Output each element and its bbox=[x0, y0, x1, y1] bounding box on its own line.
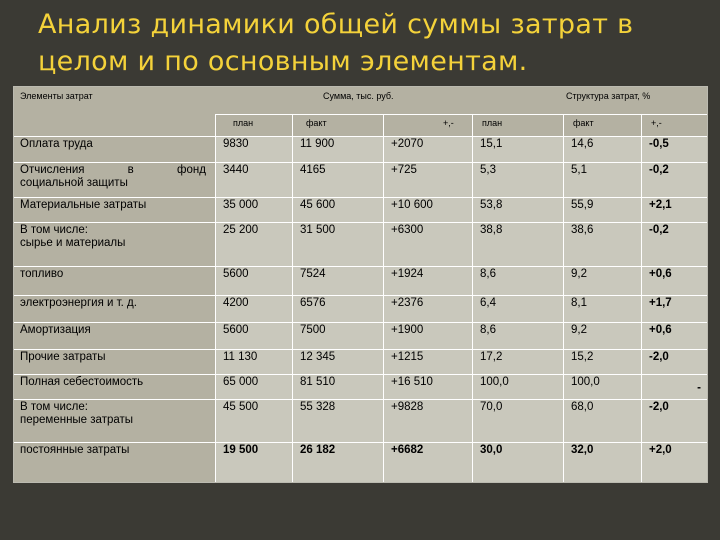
row-label bbox=[16, 266, 215, 295]
row-label-line1: Материальные затраты bbox=[20, 199, 147, 211]
row-label-line2: переменные затраты bbox=[20, 414, 134, 426]
slide-title: Анализ динамики общей суммы затрат в целом и по основным элементам. bbox=[38, 9, 634, 77]
row-label-line2: сырье и материалы bbox=[20, 237, 126, 249]
cell-plan-pct: 30,0 bbox=[480, 444, 503, 456]
cell-diff-pct: - bbox=[697, 382, 701, 394]
header-elements: Элементы затрат bbox=[20, 91, 93, 101]
cell-plan: 4200 bbox=[223, 297, 249, 309]
col-divider bbox=[472, 114, 473, 482]
cell-fact: 6576 bbox=[300, 297, 326, 309]
cell-plan: 19 500 bbox=[223, 444, 259, 456]
cell-plan-pct: 15,1 bbox=[480, 138, 503, 150]
header-sum: Сумма, тыс. руб. bbox=[323, 91, 394, 101]
header-fact-pct: факт bbox=[573, 118, 594, 128]
row-label-line1: Отчисления в фонд bbox=[20, 164, 206, 176]
row-label-line1: В том числе: bbox=[20, 224, 88, 236]
cell-diff-pct: -0,2 bbox=[649, 164, 669, 176]
row-label bbox=[16, 136, 215, 162]
row-label-line2: социальной защиты bbox=[20, 177, 128, 189]
col-divider bbox=[641, 114, 642, 482]
cell-plan: 5600 bbox=[223, 324, 249, 336]
row-label bbox=[16, 442, 215, 482]
cell-plan: 3440 bbox=[223, 164, 249, 176]
row-label-line1: Оплата труда bbox=[20, 138, 93, 150]
row-divider bbox=[215, 114, 707, 115]
col-divider bbox=[383, 114, 384, 482]
cell-fact-pct: 14,6 bbox=[571, 138, 594, 150]
cell-fact-pct: 9,2 bbox=[571, 268, 587, 280]
cell-diff: +9828 bbox=[391, 401, 424, 413]
cell-fact-pct: 38,6 bbox=[571, 224, 594, 236]
row-label-line1: Прочие затраты bbox=[20, 351, 106, 363]
cell-plan-pct: 70,0 bbox=[480, 401, 503, 413]
cell-plan-pct: 53,8 bbox=[480, 199, 503, 211]
header-diff: +,- bbox=[443, 118, 454, 128]
cell-fact: 4165 bbox=[300, 164, 326, 176]
cell-plan: 65 000 bbox=[223, 376, 259, 388]
cell-plan: 5600 bbox=[223, 268, 249, 280]
cell-fact-pct: 15,2 bbox=[571, 351, 594, 363]
row-label bbox=[16, 349, 215, 374]
header-plan-pct: план bbox=[482, 118, 503, 128]
row-label-line1: постоянные затраты bbox=[20, 444, 130, 456]
cell-diff-pct: -2,0 bbox=[649, 351, 669, 363]
cell-fact-pct: 5,1 bbox=[571, 164, 587, 176]
cell-fact: 12 345 bbox=[300, 351, 336, 363]
cell-fact: 7524 bbox=[300, 268, 326, 280]
cell-diff-pct: +0,6 bbox=[649, 324, 672, 336]
cell-plan-pct: 8,6 bbox=[480, 268, 496, 280]
cell-diff: +725 bbox=[391, 164, 417, 176]
cell-diff-pct: -0,5 bbox=[649, 138, 669, 150]
cell-fact-pct: 68,0 bbox=[571, 401, 594, 413]
row-label-line1: топливо bbox=[20, 268, 64, 280]
cell-fact: 55 328 bbox=[300, 401, 336, 413]
cell-diff: +1215 bbox=[391, 351, 424, 363]
cell-diff-pct: -2,0 bbox=[649, 401, 669, 413]
cell-fact-pct: 32,0 bbox=[571, 444, 594, 456]
cell-diff: +6300 bbox=[391, 224, 424, 236]
cell-diff-pct: +2,0 bbox=[649, 444, 672, 456]
cell-plan: 9830 bbox=[223, 138, 249, 150]
cell-fact: 7500 bbox=[300, 324, 326, 336]
cell-plan-pct: 5,3 bbox=[480, 164, 496, 176]
header-fact: факт bbox=[306, 118, 327, 128]
cell-plan-pct: 8,6 bbox=[480, 324, 496, 336]
row-label-line1: В том числе: bbox=[20, 401, 88, 413]
cell-plan-pct: 100,0 bbox=[480, 376, 509, 388]
cell-fact-pct: 8,1 bbox=[571, 297, 587, 309]
header-diff-pct: +,- bbox=[651, 118, 662, 128]
cell-diff: +16 510 bbox=[391, 376, 433, 388]
cell-diff: +1900 bbox=[391, 324, 424, 336]
cell-fact-pct: 9,2 bbox=[571, 324, 587, 336]
cell-diff-pct: +0,6 bbox=[649, 268, 672, 280]
row-label-line1: Полная себестоимость bbox=[20, 376, 144, 388]
col-divider bbox=[215, 114, 216, 482]
row-label bbox=[16, 322, 215, 349]
col-divider bbox=[292, 114, 293, 482]
row-label-line1: электроэнергия и т. д. bbox=[20, 297, 137, 309]
header-plan: план bbox=[233, 118, 254, 128]
cell-plan-pct: 17,2 bbox=[480, 351, 503, 363]
col-divider bbox=[563, 114, 564, 482]
cell-fact: 11 900 bbox=[300, 138, 335, 150]
cell-diff: +10 600 bbox=[391, 199, 433, 211]
row-label bbox=[16, 374, 215, 399]
header-structure: Структура затрат, % bbox=[566, 91, 651, 101]
row-label-line1: Амортизация bbox=[20, 324, 91, 336]
cell-fact-pct: 100,0 bbox=[571, 376, 600, 388]
row-label bbox=[16, 295, 215, 322]
cell-fact: 31 500 bbox=[300, 224, 336, 236]
row-label bbox=[16, 197, 215, 222]
cell-plan-pct: 6,4 bbox=[480, 297, 496, 309]
row-label bbox=[16, 399, 215, 442]
row-label bbox=[16, 162, 215, 197]
cell-diff-pct: +1,7 bbox=[649, 297, 672, 309]
cell-fact: 26 182 bbox=[300, 444, 336, 456]
cell-fact: 45 600 bbox=[300, 199, 336, 211]
cell-fact: 81 510 bbox=[300, 376, 336, 388]
cell-plan: 45 500 bbox=[223, 401, 259, 413]
cell-plan: 25 200 bbox=[223, 224, 259, 236]
cell-plan: 11 130 bbox=[223, 351, 258, 363]
cell-fact-pct: 55,9 bbox=[571, 199, 594, 211]
cell-diff: +1924 bbox=[391, 268, 424, 280]
cell-plan: 35 000 bbox=[223, 199, 259, 211]
row-label bbox=[16, 222, 215, 266]
cell-diff: +6682 bbox=[391, 444, 424, 456]
cell-plan-pct: 38,8 bbox=[480, 224, 503, 236]
cell-diff-pct: -0,2 bbox=[649, 224, 669, 236]
cost-table bbox=[13, 86, 708, 483]
cell-diff: +2376 bbox=[391, 297, 424, 309]
cell-diff: +2070 bbox=[391, 138, 424, 150]
cell-diff-pct: +2,1 bbox=[649, 199, 672, 211]
